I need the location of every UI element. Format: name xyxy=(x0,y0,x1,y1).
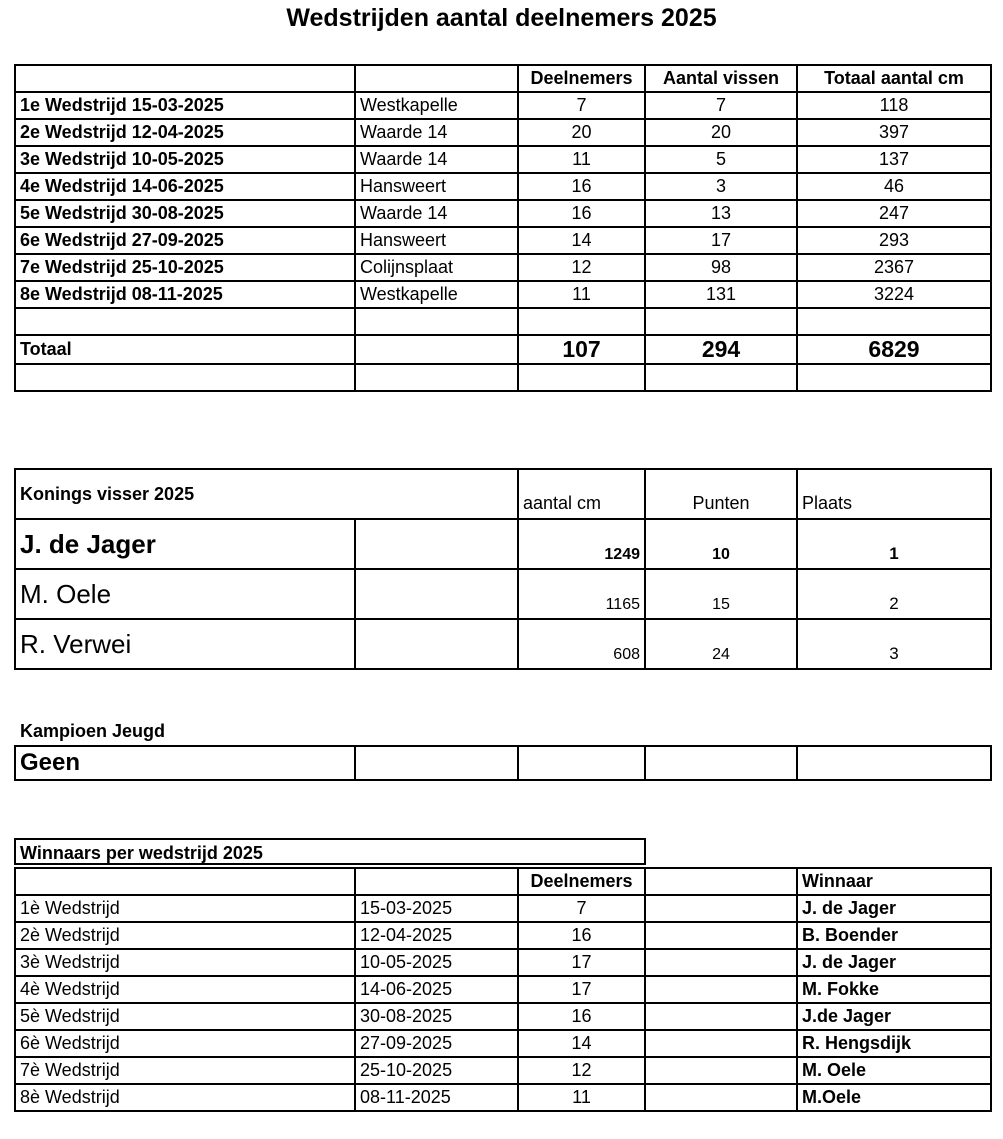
header-deelnemers: Deelnemers xyxy=(518,65,645,92)
winner-name: R. Hengsdijk xyxy=(797,1030,991,1057)
match-deelnemers: 14 xyxy=(518,227,645,254)
table-row xyxy=(15,746,991,780)
konings-punten: 15 xyxy=(645,569,797,619)
winner-deelnemers: 7 xyxy=(518,895,645,922)
match-deelnemers: 12 xyxy=(518,254,645,281)
match-deelnemers: 7 xyxy=(518,92,645,119)
match-cm: 247 xyxy=(797,200,991,227)
table-row xyxy=(15,254,991,281)
match-vissen: 3 xyxy=(645,173,797,200)
table-row xyxy=(15,1057,991,1084)
match-cm: 46 xyxy=(797,173,991,200)
match-location: Westkapelle xyxy=(355,281,518,308)
winner-date: 08-11-2025 xyxy=(355,1084,518,1111)
total-label: Totaal xyxy=(15,335,355,364)
winners-caption: Winnaars per wedstrijd 2025 xyxy=(14,838,646,865)
table-row xyxy=(15,119,991,146)
winners-table xyxy=(14,867,992,1112)
winner-date: 10-05-2025 xyxy=(355,949,518,976)
konings-header-row xyxy=(15,469,991,519)
winner-name: J. de Jager xyxy=(797,895,991,922)
winner-deelnemers: 17 xyxy=(518,949,645,976)
match-name: 6e Wedstrijd 27-09-2025 xyxy=(15,227,355,254)
match-deelnemers: 11 xyxy=(518,281,645,308)
table-row xyxy=(15,949,991,976)
winner-date: 12-04-2025 xyxy=(355,922,518,949)
winner-wedstrijd: 5è Wedstrijd xyxy=(15,1003,355,1030)
konings-name: J. de Jager xyxy=(15,519,355,569)
match-name: 1e Wedstrijd 15-03-2025 xyxy=(15,92,355,119)
konings-cm: 608 xyxy=(518,619,645,669)
winner-name: M.Oele xyxy=(797,1084,991,1111)
total-vissen: 294 xyxy=(645,335,797,364)
table-row xyxy=(15,619,991,669)
winner-date: 30-08-2025 xyxy=(355,1003,518,1030)
winner-name: M. Oele xyxy=(797,1057,991,1084)
match-cm: 397 xyxy=(797,119,991,146)
konings-punten: 10 xyxy=(645,519,797,569)
total-deelnemers: 107 xyxy=(518,335,645,364)
winner-wedstrijd: 4è Wedstrijd xyxy=(15,976,355,1003)
match-name: 5e Wedstrijd 30-08-2025 xyxy=(15,200,355,227)
match-vissen: 98 xyxy=(645,254,797,281)
match-name: 7e Wedstrijd 25-10-2025 xyxy=(15,254,355,281)
winner-date: 15-03-2025 xyxy=(355,895,518,922)
header-plaats: Plaats xyxy=(797,469,991,519)
konings-name: M. Oele xyxy=(15,569,355,619)
match-deelnemers: 20 xyxy=(518,119,645,146)
table-row xyxy=(15,569,991,619)
konings-title: Konings visser 2025 xyxy=(15,469,518,519)
empty-row xyxy=(15,308,991,335)
match-cm: 3224 xyxy=(797,281,991,308)
winner-wedstrijd: 1è Wedstrijd xyxy=(15,895,355,922)
jeugd-label: Kampioen Jeugd xyxy=(20,721,166,741)
match-name: 8e Wedstrijd 08-11-2025 xyxy=(15,281,355,308)
table-row xyxy=(15,173,991,200)
table-row xyxy=(15,200,991,227)
match-location: Westkapelle xyxy=(355,92,518,119)
winner-wedstrijd: 2è Wedstrijd xyxy=(15,922,355,949)
table-row xyxy=(15,1003,991,1030)
match-name: 3e Wedstrijd 10-05-2025 xyxy=(15,146,355,173)
table-row xyxy=(15,146,991,173)
winner-wedstrijd: 8è Wedstrijd xyxy=(15,1084,355,1111)
header-deelnemers: Deelnemers xyxy=(518,868,645,895)
match-location: Waarde 14 xyxy=(355,119,518,146)
header-aantal-vissen: Aantal vissen xyxy=(645,65,797,92)
match-location: Hansweert xyxy=(355,173,518,200)
table-row xyxy=(15,519,991,569)
header-winnaar: Winnaar xyxy=(797,868,991,895)
winner-name: M. Fokke xyxy=(797,976,991,1003)
match-deelnemers: 16 xyxy=(518,200,645,227)
winner-date: 25-10-2025 xyxy=(355,1057,518,1084)
match-cm: 137 xyxy=(797,146,991,173)
winner-name: J.de Jager xyxy=(797,1003,991,1030)
jeugd-value: Geen xyxy=(15,746,355,780)
table-row xyxy=(15,1030,991,1057)
table-row xyxy=(15,92,991,119)
page-title: Wedstrijden aantal deelnemers 2025 xyxy=(286,4,717,32)
match-vissen: 7 xyxy=(645,92,797,119)
header-cell xyxy=(355,65,518,92)
match-name: 2e Wedstrijd 12-04-2025 xyxy=(15,119,355,146)
match-vissen: 20 xyxy=(645,119,797,146)
winner-deelnemers: 16 xyxy=(518,1003,645,1030)
winner-name: J. de Jager xyxy=(797,949,991,976)
match-location: Waarde 14 xyxy=(355,200,518,227)
jeugd-table xyxy=(14,745,992,781)
match-vissen: 13 xyxy=(645,200,797,227)
winner-wedstrijd: 3è Wedstrijd xyxy=(15,949,355,976)
konings-visser-table xyxy=(14,468,992,670)
konings-cm: 1165 xyxy=(518,569,645,619)
match-location: Hansweert xyxy=(355,227,518,254)
konings-name: R. Verwei xyxy=(15,619,355,669)
winner-date: 27-09-2025 xyxy=(355,1030,518,1057)
match-deelnemers: 16 xyxy=(518,173,645,200)
table-row xyxy=(15,1084,991,1111)
match-cm: 293 xyxy=(797,227,991,254)
match-name: 4e Wedstrijd 14-06-2025 xyxy=(15,173,355,200)
match-vissen: 5 xyxy=(645,146,797,173)
match-vissen: 17 xyxy=(645,227,797,254)
header-aantal-cm: aantal cm xyxy=(518,469,645,519)
table-row xyxy=(15,895,991,922)
table-row xyxy=(15,976,991,1003)
empty-row xyxy=(15,364,991,391)
winner-deelnemers: 11 xyxy=(518,1084,645,1111)
table-row xyxy=(15,922,991,949)
winner-wedstrijd: 7è Wedstrijd xyxy=(15,1057,355,1084)
header-totaal-cm: Totaal aantal cm xyxy=(797,65,991,92)
winner-wedstrijd: 6è Wedstrijd xyxy=(15,1030,355,1057)
konings-plaats: 3 xyxy=(797,619,991,669)
konings-plaats: 2 xyxy=(797,569,991,619)
table-row xyxy=(15,227,991,254)
winner-deelnemers: 17 xyxy=(518,976,645,1003)
table-row xyxy=(15,281,991,308)
konings-punten: 24 xyxy=(645,619,797,669)
winners-header-row xyxy=(15,868,991,895)
match-deelnemers: 11 xyxy=(518,146,645,173)
match-location: Colijnsplaat xyxy=(355,254,518,281)
participants-table xyxy=(14,64,992,392)
match-vissen: 131 xyxy=(645,281,797,308)
winner-deelnemers: 16 xyxy=(518,922,645,949)
winner-deelnemers: 14 xyxy=(518,1030,645,1057)
match-cm: 118 xyxy=(797,92,991,119)
konings-plaats: 1 xyxy=(797,519,991,569)
match-cm: 2367 xyxy=(797,254,991,281)
winner-deelnemers: 12 xyxy=(518,1057,645,1084)
header-cell xyxy=(15,65,355,92)
winner-name: B. Boender xyxy=(797,922,991,949)
winner-date: 14-06-2025 xyxy=(355,976,518,1003)
konings-cm: 1249 xyxy=(518,519,645,569)
match-location: Waarde 14 xyxy=(355,146,518,173)
table-header-row xyxy=(15,65,991,92)
total-row xyxy=(15,335,991,364)
header-punten: Punten xyxy=(645,469,797,519)
total-cm: 6829 xyxy=(797,335,991,364)
